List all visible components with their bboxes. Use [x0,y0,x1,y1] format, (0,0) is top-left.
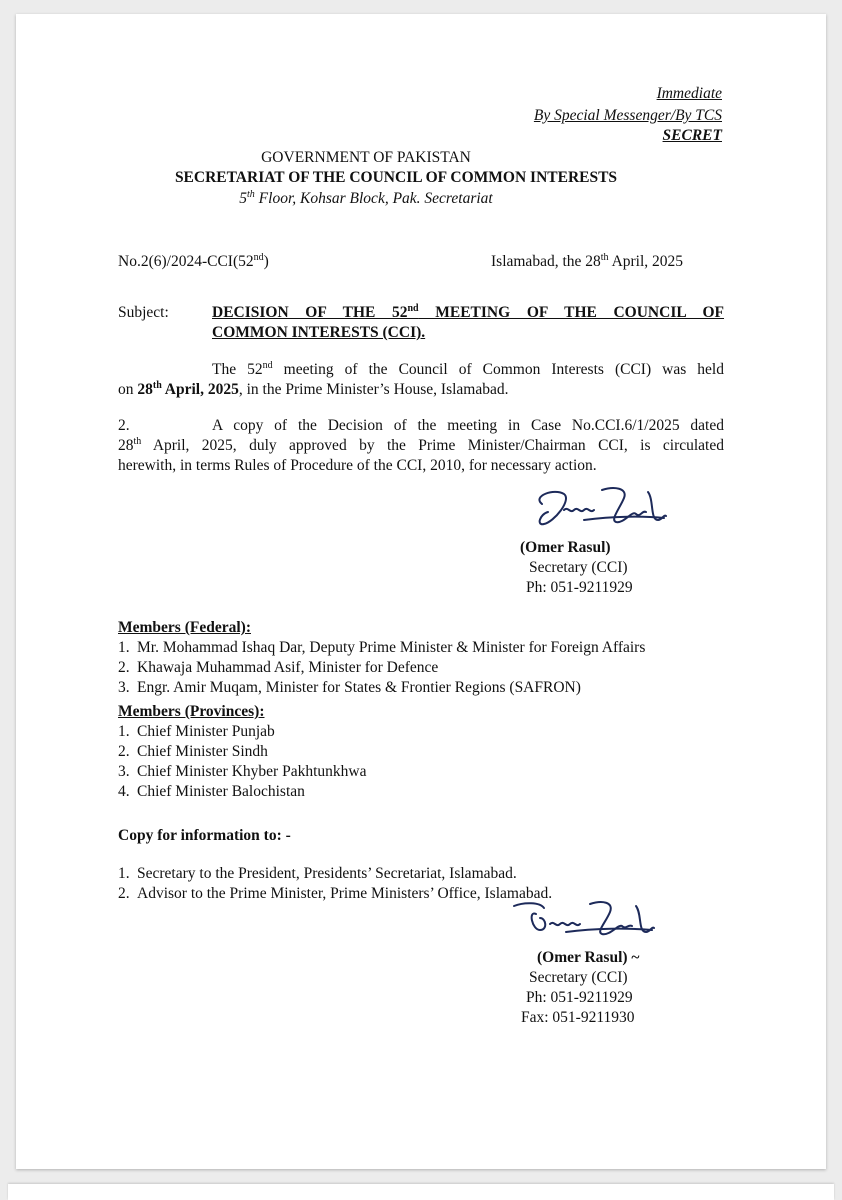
secretariat-title: SECRETARIAT OF THE COUNCIL OF COMMON INTERESTS [174,169,618,186]
immediate-label: Immediate [656,85,722,102]
paragraph-2-number: 2. [118,417,130,434]
list-item: 4. Chief Minister Balochistan [118,783,305,800]
signatory-2-phone: Ph: 051-9211929 [526,989,633,1006]
paragraph-2-line-3: herewith, in terms Rules of Procedure of the CCI, 2010, for necessary action. [118,457,597,474]
list-item: 1. Secretary to the President, Presidents’ Secretariat, Islamabad. [118,865,517,882]
signatory-1-phone: Ph: 051-9211929 [526,579,633,596]
list-item: 2. Khawaja Muhammad Asif, Minister for Defence [118,659,439,676]
secretariat-address: 5th Floor, Kohsar Block, Pak. Secretariat [239,188,493,207]
signatory-1-title: Secretary (CCI) [529,559,628,576]
list-item: 1. Mr. Mohammad Ishaq Dar, Deputy Prime Minister & Minister for Foreign Affairs [118,639,646,656]
members-provinces-heading: Members (Provinces): [118,703,265,720]
paragraph-1-line-2: on 28th April, 2025, in the Prime Minister’s House, Islamabad. [118,379,509,398]
list-item: 3. Chief Minister Khyber Pakhtunkhwa [118,763,367,780]
next-page-edge [8,1184,834,1200]
classification-label: SECRET [662,127,722,144]
subject-line-1: DECISION OF THE 52nd MEETING OF THE COUNCIL OF [212,302,725,321]
signatory-2-name: (Omer Rasul) ~ [537,949,640,966]
list-item: 2. Advisor to the Prime Minister, Prime Ministers’ Office, Islamabad. [118,885,553,902]
signatory-1-name: (Omer Rasul) [520,539,611,556]
members-federal-list [118,638,645,698]
subject-line-2: COMMON INTERESTS (CCI). [212,324,426,341]
copy-info-list [118,864,552,904]
members-federal-heading: Members (Federal): [118,619,251,636]
government-title: GOVERNMENT OF PAKISTAN [261,149,471,166]
signature-2 [510,896,660,952]
list-item: 1. Chief Minister Punjab [118,723,275,740]
place-date: Islamabad, the 28th April, 2025 [491,251,684,270]
paragraph-1-line-1: The 52nd meeting of the Council of Common Interests (CCI) was held [212,359,724,378]
list-item: 3. Engr. Amir Muqam, Minister for States & Frontier Regions (SAFRON) [118,679,581,696]
document-page [16,14,826,1169]
signatory-2-fax: Fax: 051-9211930 [521,1009,635,1026]
signatory-2-title: Secretary (CCI) [529,969,628,986]
delivery-mode: By Special Messenger/By TCS [533,107,722,124]
list-item: 2. Chief Minister Sindh [118,743,268,760]
copy-info-heading: Copy for information to: - [118,827,291,844]
reference-number: No.2(6)/2024-CCI(52nd) [118,251,269,270]
signature-1 [524,480,674,540]
subject-label: Subject: [118,304,169,321]
paragraph-2-line-1: A copy of the Decision of the meeting in Case No.CCI.6/1/2025 dated [212,417,724,434]
paragraph-2-line-2: 28th April, 2025, duly approved by the Prime Minister/Chairman CCI, is circulated [118,435,724,454]
members-provinces-list [118,722,366,802]
